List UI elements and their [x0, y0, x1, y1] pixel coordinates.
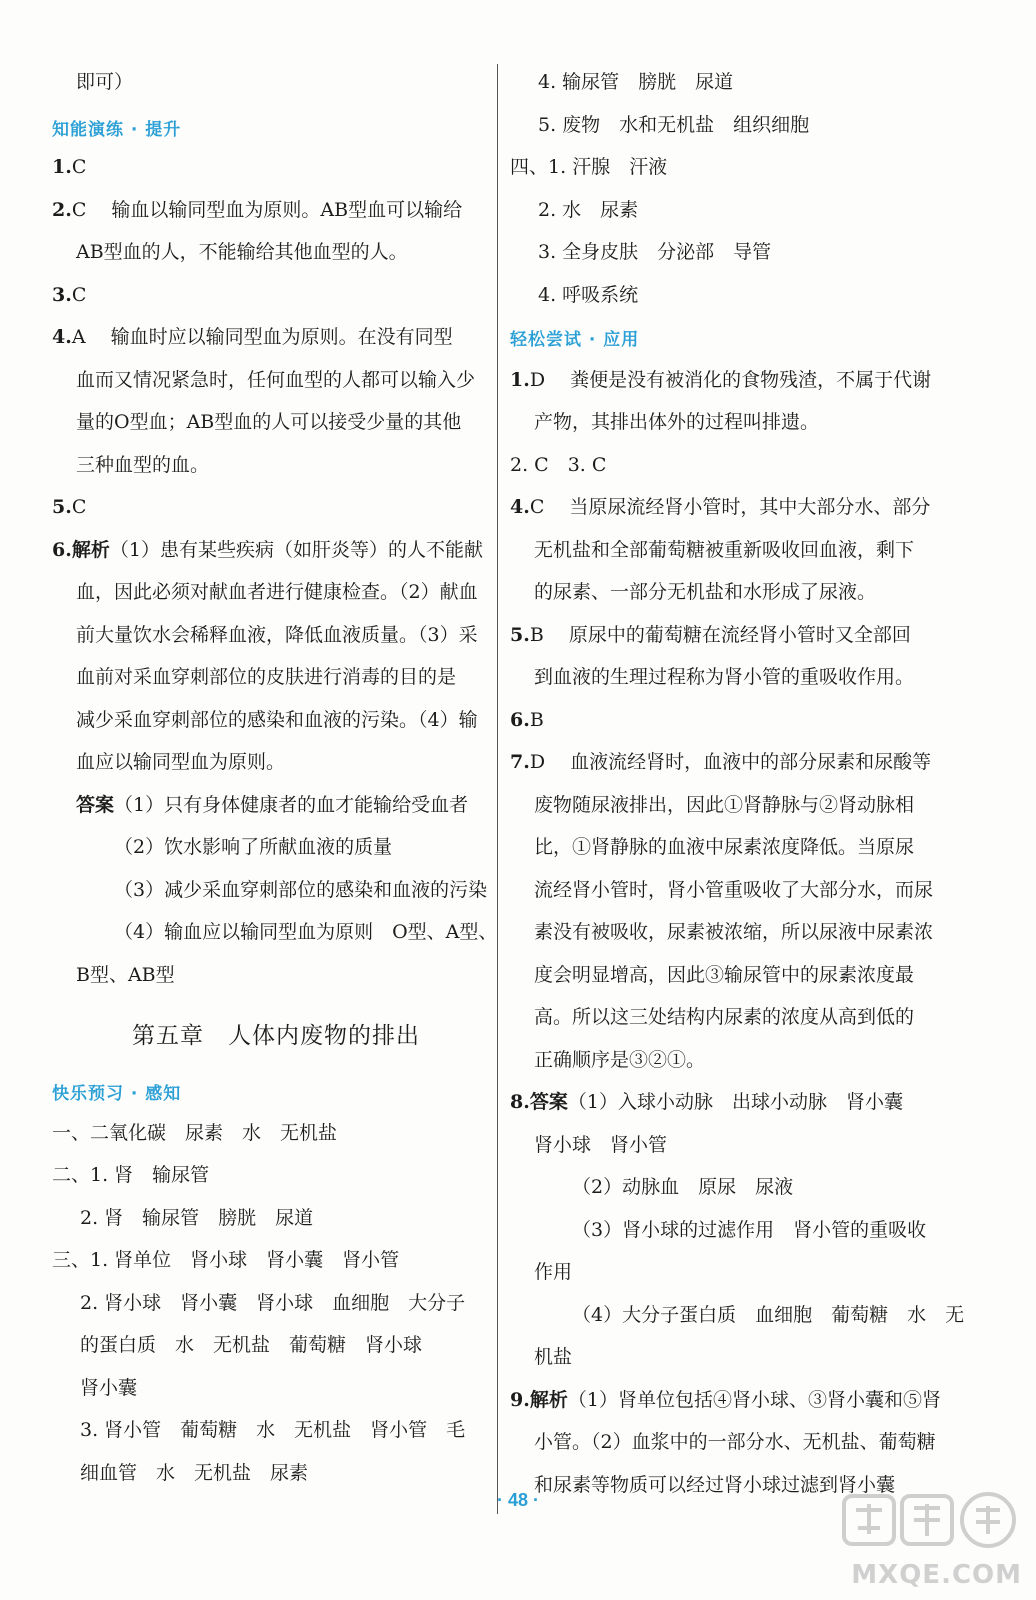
item-number: 1. [52, 156, 72, 178]
text-line: 3. 肾小管 葡萄糖 水 无机盐 肾小管 毛 [80, 1419, 466, 1441]
item-text: C [71, 156, 87, 178]
answer-item [510, 748, 931, 776]
text-line: 2. 水 尿素 [538, 199, 639, 221]
text-line: 小管。（2）血浆中的一部分水、无机盐、葡萄糖 [534, 1431, 936, 1453]
item-text: （1）只有身体健康者的血才能输给受血者 [114, 794, 469, 816]
answer-item [510, 366, 931, 394]
answer-item [510, 621, 911, 649]
text-line: （2）动脉血 原尿 尿液 [572, 1176, 794, 1198]
text-line: 流经肾小管时，肾小管重吸收了大部分水，而尿 [534, 879, 934, 901]
item-number: 3. [52, 284, 72, 306]
text-line: 肾小囊 [80, 1377, 138, 1399]
answer-item [52, 536, 483, 564]
text-line: 血，因此必须对献血者进行健康检查。（2）献血 [76, 581, 478, 603]
analysis-label: 解析 [529, 1389, 568, 1411]
text-line: 比，①肾静脉的血液中尿素浓度降低。当原尿 [534, 836, 915, 858]
text-line: 4. 呼吸系统 [538, 284, 639, 306]
text-line: 度会明显增高，因此③输尿管中的尿素浓度最 [534, 964, 915, 986]
text-line: 作用 [534, 1261, 573, 1283]
answer-item [52, 196, 462, 224]
item-number: 5. [52, 496, 72, 518]
text-line: 素没有被吸收，尿素被浓缩，所以尿液中尿素浓 [534, 921, 934, 943]
text-line: 肾小球 肾小管 [534, 1134, 668, 1156]
item-text: C 输血以输同型血为原则。AB型血可以输给 [71, 199, 463, 221]
answer-block [76, 791, 468, 819]
section-heading: 知能演练 · 提升 [52, 120, 182, 140]
text-line: 一、二氧化碳 尿素 水 无机盐 [52, 1122, 338, 1144]
answer-item [510, 706, 544, 734]
answer-item [52, 153, 86, 181]
item-number: 6. [52, 539, 72, 561]
text-line: 量的O型血；AB型血的人可以接受少量的其他 [76, 411, 462, 433]
text-line: 三、1. 肾单位 肾小球 肾小囊 肾小管 [52, 1249, 400, 1271]
text-line: 正确顺序是③②①。 [534, 1049, 706, 1071]
text-line: 到血液的生理过程称为肾小管的重吸收作用。 [534, 666, 915, 688]
text-line: 二、1. 肾 输尿管 [52, 1164, 210, 1186]
text-line: （3）减少采血穿刺部位的感染和血液的污染 [114, 879, 488, 901]
answer-label: 答案 [76, 794, 115, 816]
section-heading: 轻松尝试 · 应用 [510, 330, 640, 350]
chapter-title: 第五章 人体内废物的排出 [132, 1023, 420, 1049]
text-line: 细血管 水 无机盐 尿素 [80, 1462, 309, 1484]
answer-label: 答案 [529, 1091, 568, 1113]
text-line: 无机盐和全部葡萄糖被重新吸收回血液，剩下 [534, 539, 915, 561]
watermark-url: MXQE.COM [851, 1560, 1022, 1590]
item-text: （1）患有某些疾病（如肝炎等）的人不能献 [109, 539, 483, 561]
text-line: （4）输血应以输同型血为原则 O型、A型、 [114, 921, 498, 943]
text-line: 四、1. 汗腺 汗液 [510, 156, 668, 178]
text-line: 血应以输同型血为原则。 [76, 751, 286, 773]
item-number: 4. [510, 496, 530, 518]
text-line: 废物随尿液排出，因此①肾静脉与②肾动脉相 [534, 794, 915, 816]
text-line: 和尿素等物质可以经过肾小球过滤到肾小囊 [534, 1474, 896, 1496]
text-line: 产物，其排出体外的过程叫排遗。 [534, 411, 820, 433]
text-line: 即可） [76, 71, 134, 93]
text-line: （2）饮水影响了所献血液的质量 [114, 836, 393, 858]
answer-item [510, 493, 930, 521]
text-line: 机盐 [534, 1346, 573, 1368]
item-text: C 当原尿流经肾小管时，其中大部分水、部分 [529, 496, 931, 518]
text-line: 2. 肾 输尿管 膀胱 尿道 [80, 1207, 314, 1229]
text-line: 血前对采血穿刺部位的皮肤进行消毒的目的是 [76, 666, 457, 688]
item-text: （1）入球小动脉 出球小动脉 肾小囊 [567, 1091, 903, 1113]
text-line: 的尿素、一部分无机盐和水形成了尿液。 [534, 581, 877, 603]
item-text: B [529, 709, 544, 731]
item-number: 1. [510, 369, 530, 391]
page-number: · 48 · [496, 1490, 539, 1510]
item-number: 7. [510, 751, 530, 773]
text-line: 的蛋白质 水 无机盐 葡萄糖 肾小球 [80, 1334, 423, 1356]
text-line: B型、AB型 [76, 964, 175, 986]
text-line: AB型血的人，不能输给其他血型的人。 [76, 241, 408, 263]
item-number: 6. [510, 709, 530, 731]
text-line: 高。所以这三处结构内尿素的浓度从高到低的 [534, 1006, 915, 1028]
item-number: 4. [52, 326, 72, 348]
answer-item [510, 1088, 903, 1116]
text-line: （3）肾小球的过滤作用 肾小管的重吸收 [572, 1219, 927, 1241]
item-number: 9. [510, 1389, 530, 1411]
text-line: 4. 输尿管 膀胱 尿道 [538, 71, 734, 93]
answer-item [52, 323, 453, 351]
text-line: 3. 全身皮肤 分泌部 导管 [538, 241, 772, 263]
text-line: 血而又情况紧急时，任何血型的人都可以输入少 [76, 369, 476, 391]
text-line: 5. 废物 水和无机盐 组织细胞 [538, 114, 810, 136]
item-number: 2. [52, 199, 72, 221]
answer-item [52, 493, 86, 521]
item-number: 5. [510, 624, 530, 646]
item-number: 8. [510, 1091, 530, 1113]
item-text: D 粪便是没有被消化的食物残渣，不属于代谢 [529, 369, 932, 391]
item-text: A 输血时应以输同型血为原则。在没有同型 [71, 326, 453, 348]
item-text: D 血液流经肾时，血液中的部分尿素和尿酸等 [529, 751, 932, 773]
item-text: C [71, 284, 87, 306]
item-text: B 原尿中的葡萄糖在流经肾小管时又全部回 [529, 624, 911, 646]
analysis-label: 解析 [71, 539, 110, 561]
answer-item [52, 281, 86, 309]
column-divider [497, 64, 498, 1514]
item-text: C [71, 496, 87, 518]
text-line: 减少采血穿刺部位的感染和血液的污染。（4）输 [76, 709, 478, 731]
item-text: （1）肾单位包括④肾小球、③肾小囊和⑤肾 [567, 1389, 941, 1411]
text-line: 三种血型的血。 [76, 454, 210, 476]
text-line: （4）大分子蛋白质 血细胞 葡萄糖 水 无 [572, 1304, 965, 1326]
answer-item [510, 1386, 941, 1414]
text-line: 2. C 3. C [510, 454, 607, 476]
section-heading: 快乐预习 · 感知 [52, 1084, 182, 1104]
text-line: 前大量饮水会稀释血液，降低血液质量。（3）采 [76, 624, 478, 646]
text-line: 2. 肾小球 肾小囊 肾小球 血细胞 大分子 [80, 1292, 466, 1314]
